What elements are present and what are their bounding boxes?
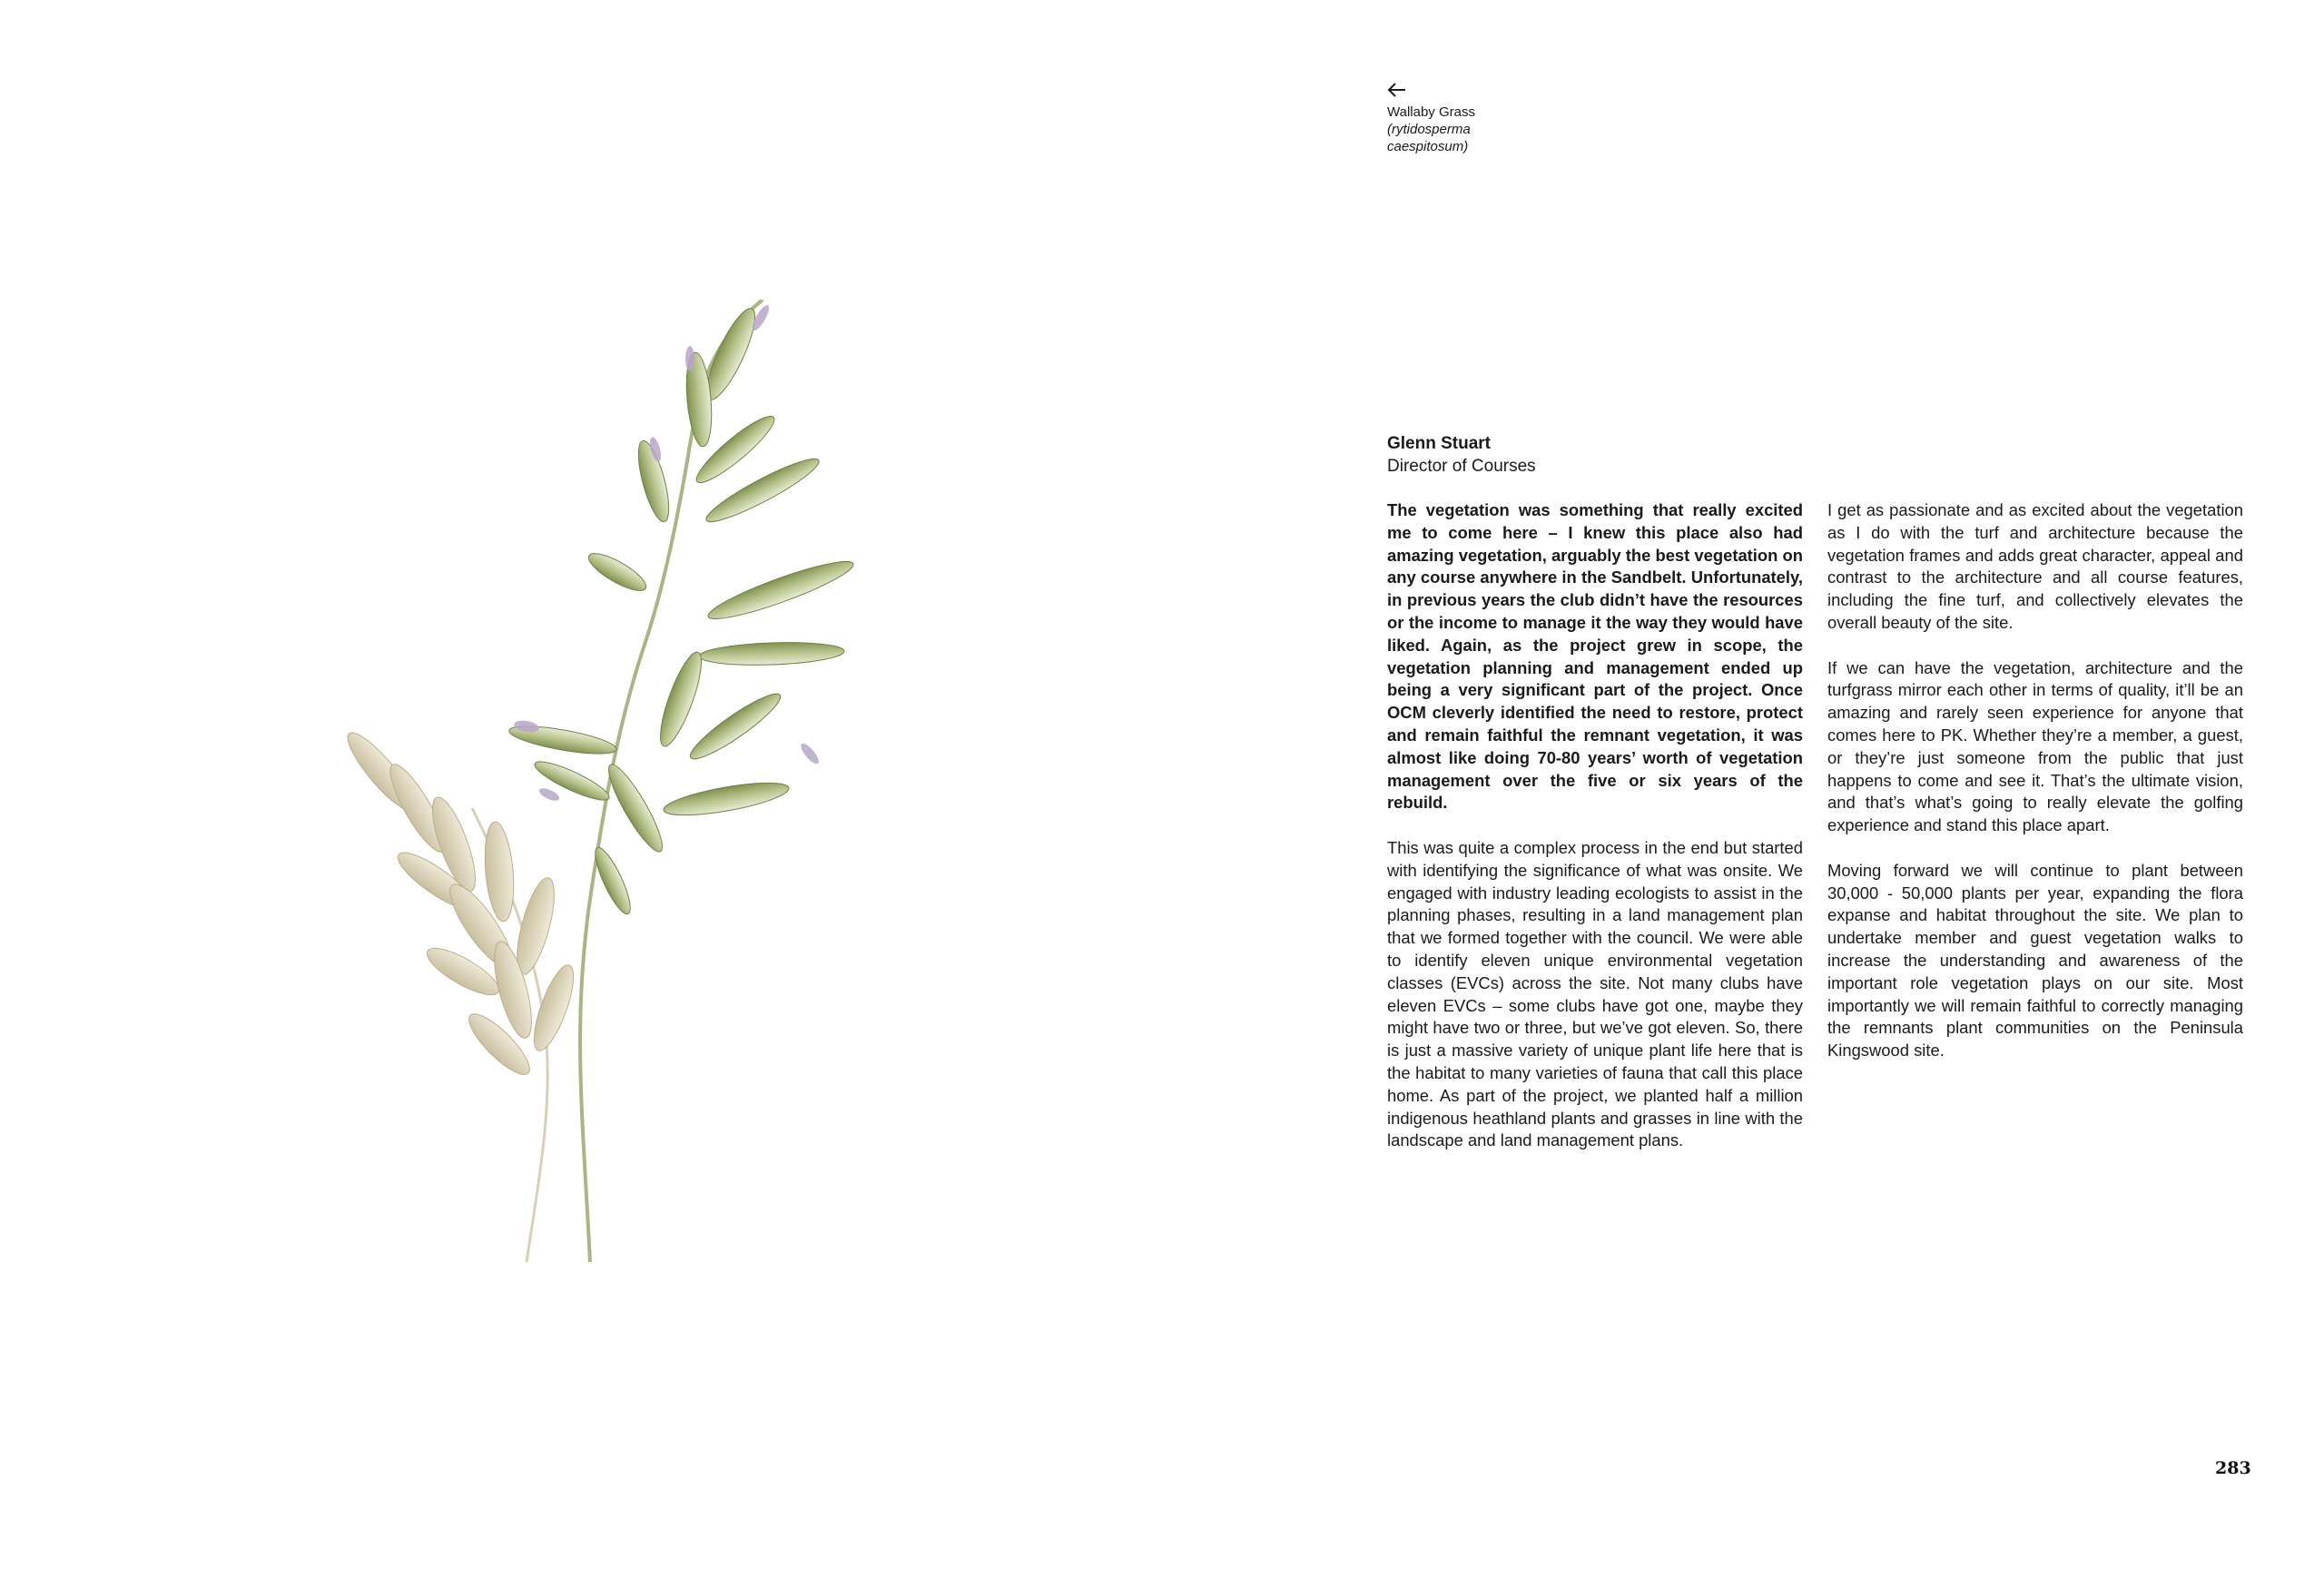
- paragraph: If we can have the vegetation, architecture and the turfgrass mirror each other in terms of quality, it’ll be an amazing and rarely seen experience for anyone that comes here to PK. Whether they’re a member, a guest, or they’re just someone from the public that just happens to come and see it. That’s the ultimate vision, and that’s what’s going to really elevate the golfing experience and stand this place apart.: [1827, 657, 2243, 835]
- caption-latin-name: (rytidosperma: [1387, 122, 1471, 137]
- tan-seed-heads: [345, 725, 581, 1082]
- back-arrow-icon[interactable]: [1387, 82, 1407, 98]
- author-block: [1387, 432, 1805, 478]
- paragraph: I get as passionate and as excited about the vegetation as I do with the turf and architecture because the vegetation frames and adds great character, appeal and contrast to the architecture and all course features, including the fine turf, and collectively elevates the overall beauty of the site.: [1827, 500, 2243, 632]
- page-number: 283: [2215, 1458, 2251, 1478]
- green-spikelets: [507, 303, 857, 917]
- article-column-right: [1827, 499, 2243, 1085]
- author-name: Glenn Stuart: [1387, 434, 1492, 453]
- paragraph: This was quite a complex process in the end but started with identifying the significance of what was onsite. We engaged with industry leading ecologists to assist in the planning phases, resulting in a land management plan that we formed together with the council. We were able to identify eleven unique environmental vegetation classes (EVCs) across the site. Not many clubs have eleven EVCs – some clubs have got one, maybe they might have two or three, but we’ve got eleven. So, there is just a massive variety of unique plant life here that is the habitat to many varieties of fauna that call this place home. As part of the project, we planted half a million indigenous heathland plants and grasses in line with the landscape and land management plans.: [1387, 837, 1803, 1150]
- paragraph: Moving forward we will continue to plant between 30,000 - 50,000 plants per year, expanding the flora expanse and habitat throughout the site. We plan to undertake member and guest vegetation walks to increase the understanding and awareness of the important role vegetation plays on our site. Most importantly we will remain faithful to correctly managing the remnants plant communities on the Peninsula Kingswood site.: [1827, 860, 2243, 1061]
- caption-common-name: Wallaby Grass: [1387, 104, 1475, 120]
- wallaby-grass-illustration: [345, 300, 908, 1280]
- paragraph: The vegetation was something that really excited me to come here – I knew this place also had amazing vegetation, arguably the best vegetation on any course anywhere in the Sandbelt. Unfortunately, in previous years the club didn’t have the resources or the income to manage it the way they would have liked. Again, as the project grew in scope, the vegetation planning and management ended up being a very significant part of the project. Once OCM cleverly identified the need to restore, protect and remain faithful the remnant vegetation, it was almost like doing 70-80 years’ worth of vegetation management over the five or six years of the rebuild.: [1387, 500, 1803, 813]
- species-caption: [1387, 82, 1569, 155]
- article-column-left: [1387, 499, 1803, 1175]
- author-role: Director of Courses: [1387, 457, 1536, 476]
- caption-latin-name-cont: caespitosum): [1387, 139, 1469, 154]
